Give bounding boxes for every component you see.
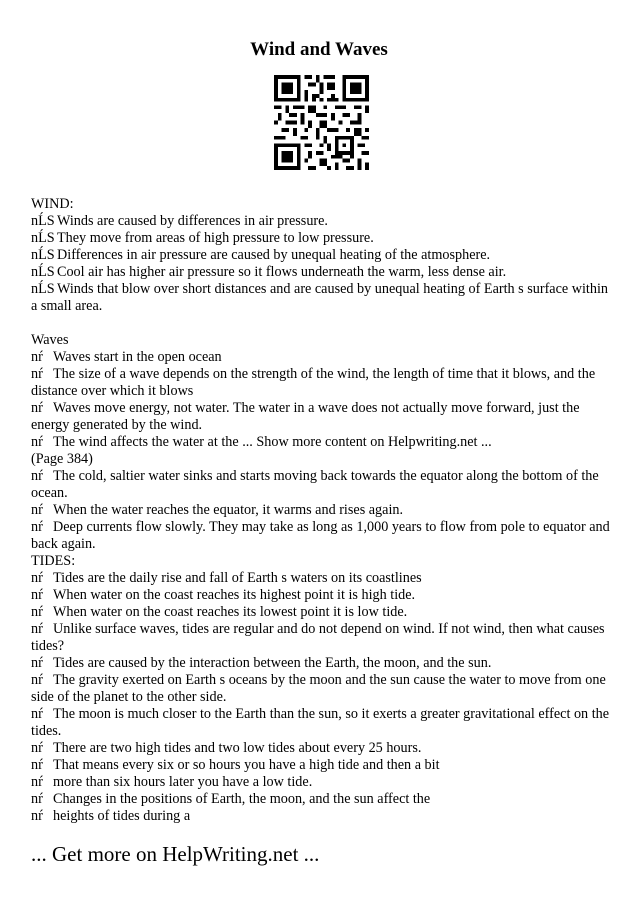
list-item bbox=[31, 230, 613, 247]
list-item-text: Tides are the daily rise and fall of Earth s waters on its coastlines bbox=[53, 570, 422, 586]
get-more-link[interactable]: ... Get more on HelpWriting.net ... bbox=[31, 842, 320, 866]
list-item bbox=[31, 502, 613, 519]
document-body bbox=[31, 196, 613, 825]
list-item-text: Cool air has higher air pressure so it flows underneath the warm, less dense air. bbox=[57, 264, 507, 280]
bullet-icon: nŕ bbox=[31, 604, 43, 620]
list-item bbox=[31, 808, 613, 825]
list-item-text: Waves start in the open ocean bbox=[53, 349, 222, 365]
list-item bbox=[31, 587, 613, 604]
list-item-text: When water on the coast reaches its lowest point it is low tide. bbox=[53, 604, 408, 620]
list-item-text: heights of tides during a bbox=[53, 808, 191, 824]
list-item-text: Differences in air pressure are caused by unequal heating of the atmosphere. bbox=[57, 247, 491, 263]
bullet-icon: nŕ bbox=[31, 349, 43, 365]
bullet-icon: nŕ bbox=[31, 706, 43, 722]
list-item bbox=[31, 655, 613, 672]
list-item bbox=[31, 213, 613, 230]
list-item-text: Unlike surface waves, tides are regular and do not depend on wind. If not wind, then what causes tides? bbox=[31, 621, 605, 654]
bullet-icon: nĹS bbox=[31, 247, 55, 263]
list-item bbox=[31, 400, 613, 434]
list-item-text: Changes in the positions of Earth, the moon, and the sun affect the bbox=[53, 791, 431, 807]
bullet-icon: nŕ bbox=[31, 791, 43, 807]
bullet-icon: nŕ bbox=[31, 655, 43, 671]
list-item-text: Winds are caused by differences in air pressure. bbox=[57, 213, 328, 229]
list-item-text: The moon is much closer to the Earth than the sun, so it exerts a greater gravitational effect on the tides. bbox=[31, 706, 610, 739]
bullet-icon: nŕ bbox=[31, 519, 43, 535]
list-item bbox=[31, 791, 613, 808]
list-item bbox=[31, 519, 613, 553]
bullet-icon: nĹS bbox=[31, 230, 55, 246]
list-item-text: When the water reaches the equator, it warms and rises again. bbox=[53, 502, 404, 518]
list-item-text: more than six hours later you have a low tide. bbox=[53, 774, 313, 790]
tides-heading: TIDES: bbox=[31, 553, 76, 569]
bullet-icon: nŕ bbox=[31, 757, 43, 773]
list-item bbox=[31, 706, 613, 740]
list-item-text: The wind affects the water at the ... Show more content on Helpwriting.net ... bbox=[53, 434, 492, 450]
list-item bbox=[31, 774, 613, 791]
bullet-icon: nŕ bbox=[31, 434, 43, 450]
list-item bbox=[31, 570, 613, 587]
list-item bbox=[31, 740, 613, 757]
bullet-icon: nŕ bbox=[31, 808, 43, 824]
waves-heading: Waves bbox=[31, 332, 69, 348]
list-item bbox=[31, 281, 613, 315]
wind-heading: WIND: bbox=[31, 196, 74, 212]
list-item bbox=[31, 672, 613, 706]
bullet-icon: nŕ bbox=[31, 587, 43, 603]
list-item-text: The size of a wave depends on the strength of the wind, the length of time that it blows, and the distance over which it blows bbox=[31, 366, 596, 399]
document-title: Wind and Waves bbox=[250, 39, 388, 60]
list-item-text: When water on the coast reaches its highest point it is high tide. bbox=[53, 587, 416, 603]
bullet-icon: nŕ bbox=[31, 740, 43, 756]
list-item bbox=[31, 621, 613, 655]
bullet-icon: nŕ bbox=[31, 570, 43, 586]
list-item-text: There are two high tides and two low tides about every 25 hours. bbox=[53, 740, 422, 756]
bullet-icon: nĹS bbox=[31, 281, 55, 297]
bullet-icon: nŕ bbox=[31, 400, 43, 416]
list-item bbox=[31, 434, 613, 451]
list-item-text: The cold, saltier water sinks and starts moving back towards the equator along the bottom of the ocean. bbox=[31, 468, 599, 501]
list-item bbox=[31, 757, 613, 774]
page-reference: (Page 384) bbox=[31, 451, 93, 467]
bullet-icon: nĹS bbox=[31, 213, 55, 229]
bullet-icon: nŕ bbox=[31, 774, 43, 790]
section-spacer bbox=[31, 315, 613, 332]
list-item bbox=[31, 264, 613, 281]
list-item-text: Winds that blow over short distances and are caused by unequal heating of Earth s surface within a small area. bbox=[31, 281, 608, 314]
list-item-text: Deep currents flow slowly. They may take as long as 1,000 years to flow from pole to equator and back again. bbox=[31, 519, 610, 552]
list-item bbox=[31, 247, 613, 264]
list-item-text: They move from areas of high pressure to low pressure. bbox=[57, 230, 374, 246]
list-item bbox=[31, 604, 613, 621]
bullet-icon: nĹS bbox=[31, 264, 55, 280]
bullet-icon: nŕ bbox=[31, 502, 43, 518]
bullet-icon: nŕ bbox=[31, 672, 43, 688]
bullet-icon: nŕ bbox=[31, 621, 43, 637]
list-item bbox=[31, 349, 613, 366]
qr-code-icon bbox=[274, 75, 369, 170]
list-item-text: Waves move energy, not water. The water in a wave does not actually move forward, just the energy generated by the wind. bbox=[31, 400, 580, 433]
list-item-text: Tides are caused by the interaction between the Earth, the moon, and the sun. bbox=[53, 655, 492, 671]
list-item-text: The gravity exerted on Earth s oceans by the moon and the sun cause the water to move from one side of the planet to the other side. bbox=[31, 672, 606, 705]
bullet-icon: nŕ bbox=[31, 366, 43, 382]
list-item bbox=[31, 468, 613, 502]
list-item-text: That means every six or so hours you have a high tide and then a bit bbox=[53, 757, 440, 773]
list-item bbox=[31, 366, 613, 400]
bullet-icon: nŕ bbox=[31, 468, 43, 484]
